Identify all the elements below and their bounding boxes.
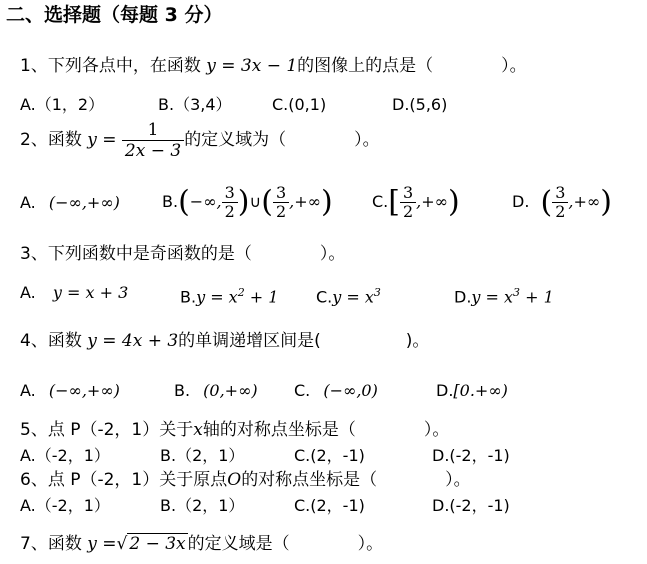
fraction-denominator: 2 [224,202,235,221]
question-3 [20,243,345,265]
exponent: 3 [373,286,381,299]
q5-option-d: D.(-2，-1) [432,446,510,465]
q6-option-a: A.（-2，1） [20,496,110,515]
q1-option-b: B.（3,4） [158,95,232,114]
question-text: 的定义域是（ ）。 [187,534,384,554]
radicand: 2 − 3x [129,534,186,554]
option-label: C. [316,287,333,307]
q1-option-d: D.(5,6) [392,95,448,114]
option-expression: [0.+∞) [453,381,508,400]
option-label: B. [162,192,179,211]
q3-option-b [180,282,278,308]
option-expression: (−∞,+∞) [48,381,120,400]
q6-option-b: B.（2，1） [160,496,245,515]
question-text: 函数 [47,130,82,150]
option-expression: y = x [471,287,514,307]
q2-option-d [512,177,612,227]
q1-option-a: A.（1，2） [20,95,105,114]
q5-option-b: B.（2，1） [160,446,245,465]
fraction-numerator: 3 [400,184,416,203]
q3-option-d [454,282,554,308]
q2-option-b [162,177,333,227]
question-number: 2、 [20,130,48,150]
option-label: D. [436,381,454,400]
option-label: D. [454,287,472,307]
question-text: 点 P（-2，1）关于 [47,420,194,440]
q4-option-a [20,380,120,402]
question-text: 点 P（-2，1）关于原点 [47,470,228,490]
paren-left: ( [540,184,553,220]
option-label: C. [294,381,311,400]
formula: x [193,420,203,440]
question-text: 函数 [47,534,82,554]
fraction-denominator: 2 [555,202,566,221]
question-6 [20,469,471,491]
question-5 [20,419,449,441]
paren-left: ( [178,184,190,220]
question-number: 3、 [20,244,48,264]
exponent: 2 [237,286,245,299]
q4-option-c [294,380,378,402]
question-7 [20,533,383,555]
question-number: 4、 [20,331,48,351]
option-expression: + 1 [244,287,279,307]
option-label: B. [174,381,191,400]
q1-option-c: C.(0,1) [272,95,327,114]
question-text: 的单调递增区间是( )。 [178,331,430,351]
option-label: A. [20,193,36,212]
question-text: 轴的对称点坐标是（ ）。 [202,420,450,440]
question-text: 下列函数中是奇函数的是（ ）。 [47,244,346,264]
section-title: 二、选择题（每题 3 分） [6,4,223,26]
formula: y = 3x − 1 [206,56,298,76]
paren-right: ) [448,184,460,220]
q2-option-a [20,192,120,214]
fraction-numerator: 1 [122,120,184,141]
q5-option-c: C.(2，-1) [294,446,365,465]
question-number: 6、 [20,470,48,490]
q6-option-d: D.(-2，-1) [432,496,510,515]
option-label: D. [512,192,530,211]
option-expression: y = x + 3 [52,283,129,302]
formula: y = 4x + 3 [87,331,179,351]
formula-lhs: y = [87,534,117,554]
question-4 [20,330,429,352]
paren-right: ) [320,184,333,220]
question-number: 1、 [20,56,48,76]
option-expression: + 1 [520,287,554,307]
fraction-denominator: 2 [402,202,414,221]
question-text: 的图像上的点是（ ）。 [297,56,527,76]
option-label: A. [20,283,36,302]
question-text: 的对称点坐标是（ ）。 [241,470,471,490]
option-expression: −∞, [189,192,222,211]
formula-lhs: y = [87,130,117,150]
paren-right: ) [237,184,250,220]
fraction [400,184,416,221]
fraction-denominator: 2x − 3 [124,140,182,161]
q4-option-d [436,380,508,402]
option-expression: ,+∞ [289,192,321,211]
formula: O [227,470,242,490]
fraction [122,120,184,161]
fraction-numerator: 3 [222,184,238,203]
option-label: B. [180,287,197,307]
fraction-numerator: 3 [552,184,568,203]
question-number: 5、 [20,420,48,440]
fraction [222,184,238,221]
option-expression: y = x [196,287,238,307]
option-label: C. [372,192,389,211]
q4-option-b [174,380,258,402]
paren-right: ) [600,184,612,220]
option-expression: (−∞,0) [323,381,378,400]
option-label: A. [20,381,36,400]
q3-option-a [20,282,128,304]
q3-option-c [316,282,381,308]
option-expression: y = x [332,287,374,307]
fraction [273,184,289,221]
question-number: 7、 [20,534,48,554]
q5-option-a: A.（-2，1） [20,446,110,465]
question-2 [20,118,380,162]
fraction-numerator: 3 [273,184,289,203]
option-expression: ,+∞ [416,192,448,211]
option-expression: (−∞,+∞) [48,193,120,212]
paren-left: ( [261,184,273,220]
fraction-denominator: 2 [275,202,287,221]
question-1 [20,55,527,77]
option-expression: (0,+∞) [203,381,258,400]
sqrt-icon: √ [116,534,128,554]
union-symbol: ∪ [249,192,262,211]
question-text: 函数 [47,331,82,351]
option-expression: ,+∞ [568,192,601,211]
exponent: 3 [513,286,521,299]
question-text: 下列各点中，在函数 [47,56,201,76]
fraction [552,184,568,221]
q2-option-c [372,177,460,227]
question-text: 的定义域为（ ）。 [184,130,380,150]
bracket-left: [ [388,184,400,220]
q6-option-c: C.(2，-1) [294,496,365,515]
